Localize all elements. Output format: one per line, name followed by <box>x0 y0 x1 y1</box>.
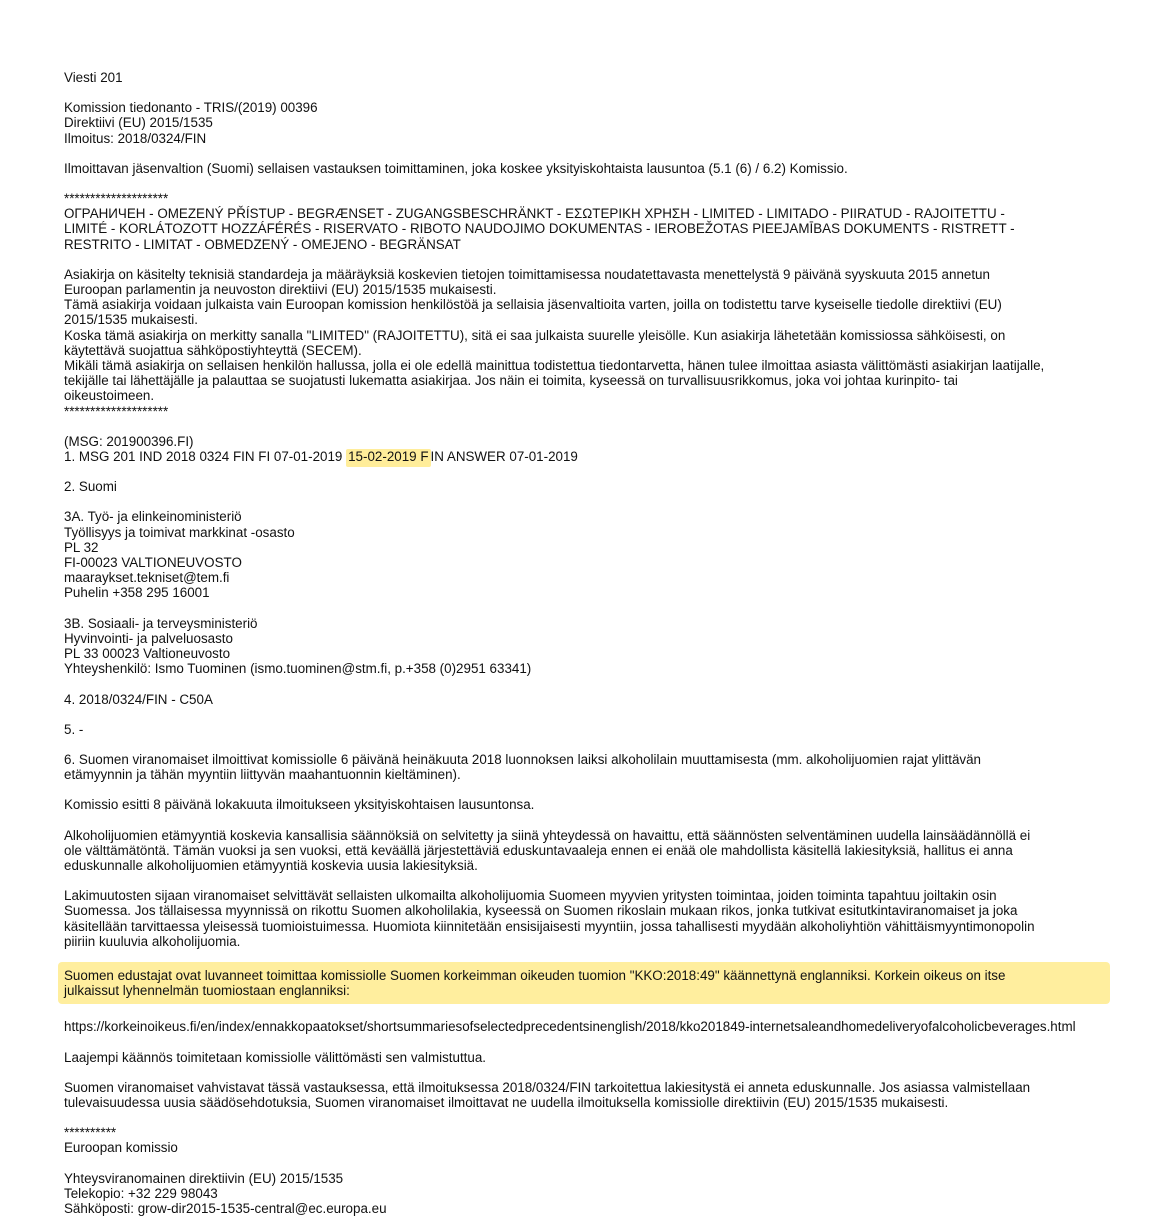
message-number: Viesti 201 <box>64 70 123 85</box>
reference-block <box>64 100 1124 146</box>
msg-line <box>64 449 1124 464</box>
address-3a <box>64 509 1124 600</box>
stars-divider-top: ******************** <box>64 191 169 207</box>
document-page <box>64 70 1124 1216</box>
item-6-line: 6. Suomen viranomaiset ilmoittivat komissiolle 6 päivänä heinäkuuta 2018 luonnoksen laiksi alkoholilain muuttamisesta (mm. alkoholijuomien rajat ylittävän <box>64 751 981 767</box>
phone-line: Puhelin +358 295 16001 <box>64 585 210 601</box>
address-line: Työllisyys ja toimivat markkinat -osasto <box>64 524 295 540</box>
stars-divider-bottom: ******************** <box>64 403 169 419</box>
translation-para <box>64 1050 1124 1065</box>
item-6-line: etämyynnin ja tähän myyntiin liittyvän maahantuonnin kieltäminen). <box>64 767 461 783</box>
item-5 <box>64 722 1124 737</box>
email-link[interactable]: maaraykset.tekniset@tem.fi <box>64 570 230 586</box>
commission-opinion-para <box>64 797 1124 812</box>
intro-block <box>64 161 1124 176</box>
law-line: Lakimuutosten sijaan viranomaiset selvittävät sellaisten ulkomailta alkoholijuomia Suomeen myyvien yritysten toimintaa, joiden toiminta tapahtuu joiltakin osin <box>64 888 997 904</box>
msg-code: (MSG: 201900396.FI) <box>64 433 194 449</box>
limited-line: RESTRITO - LIMITAT - OBMEDZENÝ - OMEJENO - BEGRÄNSAT <box>64 236 461 252</box>
limited-block <box>64 191 1124 252</box>
footer-fax: Telekopio: +32 229 98043 <box>64 1185 218 1201</box>
law-line: käsitellään tarvittaessa yleisessä tuomioistuimessa. Huomiota kiinnitetään ensisijaisesti myyntiin, jossa tahallisesti myydään alkoholiyhtiön vähittäismyyntimonopolin <box>64 918 1035 934</box>
item-5-text: 5. - <box>64 721 84 737</box>
footer-stars: ********** <box>64 1125 117 1141</box>
notice-line: 2015/1535 mukaisesti. <box>64 312 198 328</box>
footer-org <box>64 1125 1124 1155</box>
clarification-line: eduskunnalle alkoholijuomien etämyyntiä koskevia uusia lakiesityksiä. <box>64 857 478 873</box>
commission-opinion-text: Komissio esitti 8 päivänä lokakuuta ilmoitukseen yksityiskohtaisen lausuntonsa. <box>64 797 535 813</box>
msg-block <box>64 434 1124 464</box>
court-url-text[interactable]: https://korkeinoikeus.fi/en/index/ennakkopaatokset/shortsummariesofselectedprecedentsinenglish/2018/kko201849-internetsaleandhomedeliveryofalcoholicbeverages.html <box>64 1019 1076 1035</box>
law-line: piiriin kuuluvia alkoholijuomia. <box>64 933 241 949</box>
address-line: PL 32 <box>64 539 99 555</box>
highlighted-line: julkaissut lyhennelmän tuomiostaan englanniksi: <box>64 983 350 999</box>
footer-contact-line: Yhteysviranomainen direktiivin (EU) 2015/1535 <box>64 1170 344 1186</box>
limited-line: LIMITÉ - KORLÁTOZOTT HOZZÁFÉRÉS - RISERVATO - RIBOTO NAUDOJIMO DOKUMENTAS - IEROBEŽOTAS PIEEJAMĪBAS DOKUMENTS - RISTRETT - <box>64 221 1015 237</box>
item-6 <box>64 752 1124 782</box>
footer-organisation: Euroopan komissio <box>64 1140 178 1156</box>
clarification-line: Alkoholijuomien etämyyntiä koskevia kansallisia säännöksiä on selvitetty ja siinä yhteydessä on havaittu, että säännösten selventäminen uudella lainsäädännöllä ei <box>64 827 1031 843</box>
notice-line: käytettävä suojattua sähköpostiyhteyttä (SECEM). <box>64 342 362 358</box>
address-line: 3A. Työ- ja elinkeinoministeriö <box>64 509 242 525</box>
clarification-para <box>64 828 1124 874</box>
address-line: 3B. Sosiaali- ja terveysministeriö <box>64 615 258 631</box>
highlighted-line: Suomen edustajat ovat luvanneet toimittaa komissiolle Suomen korkeimman oikeuden tuomion "KKO:2018:49" käännettynä englanniksi. Korkein oikeus on itse <box>64 967 1006 983</box>
item-4-text: 4. 2018/0324/FIN - C50A <box>64 691 213 707</box>
msg-line-start: 1. MSG 201 IND 2018 0324 FIN FI 07-01-2019 <box>64 449 347 465</box>
limited-line: ОГРАНИЧЕН - OMEZENÝ PŘÍSTUP - BEGRÆNSET - ZUGANGSBESCHRÄNKT - ΕΣΩΤΕΡΙΚΗ ΧΡΗΣΗ - LIMITED - LIMITADO - PIIRATUD - RAJOITETTU - <box>64 206 1005 222</box>
notice-line: Asiakirja on käsitelty teknisiä standardeja ja määräyksiä koskevien tietojen toimittamisessa noudatettavasta menettelystä 9 päivänä syyskuuta 2015 annetun <box>64 266 990 282</box>
confirmation-line: tulevaisuudessa uusia säädösehdotuksia, Suomen viranomaiset ilmoittavat ne uudella ilmoituksella komissiolle direktiivin (EU) 2015/1535 mukaisesti. <box>64 1094 949 1110</box>
intro-text: Ilmoittavan jäsenvaltion (Suomi) sellaisen vastauksen toimittaminen, joka koskee yksityiskohtaista lausuntoa (5.1 (6) / 6.2) Komissio. <box>64 160 848 176</box>
directive-reference: Direktiivi (EU) 2015/1535 <box>64 115 213 131</box>
clarification-line: ole välttämätöntä. Tämän vuoksi ja sen vuoksi, että keväällä järjestettäviä eduskuntavaaleja ennen ei enää ole mahdollista käsitellä lakiesityksiä, hallitus ei anna <box>64 842 1013 858</box>
court-url[interactable] <box>64 1019 1124 1034</box>
message-title-block <box>64 70 1124 85</box>
address-3b <box>64 616 1124 677</box>
confidentiality-notice <box>64 267 1124 419</box>
notice-line: Euroopan parlamentin ja neuvoston direktiivi (EU) 2015/1535 mukaisesti. <box>64 282 497 298</box>
notice-line: tekijälle tai lähettäjälle ja palauttaa se suojatusti lukematta asiakirjaa. Jos näin ei toimita, kyseessä on turvallisuusrikkomus, joka voi johtaa kurinpito- tai <box>64 373 958 389</box>
country: 2. Suomi <box>64 479 117 495</box>
msg-line-end: IN ANSWER 07-01-2019 <box>430 449 578 465</box>
address-line: Hyvinvointi- ja palveluosasto <box>64 630 233 646</box>
confirmation-line: Suomen viranomaiset vahvistavat tässä vastauksessa, että ilmoituksessa 2018/0324/FIN tarkoitettua lakiesitystä ei anneta eduskunnalle. Jos asiassa valmistellaan <box>64 1079 1031 1095</box>
confirmation-para <box>64 1080 1124 1110</box>
notice-line: Mikäli tämä asiakirja on sellaisen henkilön hallussa, jolla ei ole edellä mainittua todistettua tiedontarvetta, hänen tulee ilmoittaa asiasta välittömästi asiakirjan laatijalle, <box>64 358 1045 374</box>
law-para <box>64 888 1124 949</box>
item-4 <box>64 692 1124 707</box>
footer-email[interactable]: Sähköposti: grow-dir2015-1535-central@ec.europa.eu <box>64 1200 387 1216</box>
law-line: Suomessa. Jos tällaisessa myynnissä on rikottu Suomen alkoholilakia, kyseessä on Suomen rikoslain mukaan rikos, jonka tutkivat esitutkintaviranomaiset ja joka <box>64 903 1018 919</box>
notice-line: oikeustoimeen. <box>64 388 155 404</box>
address-line: FI-00023 VALTIONEUVOSTO <box>64 555 242 571</box>
footer-contact <box>64 1171 1124 1216</box>
address-line: PL 33 00023 Valtioneuvosto <box>64 646 231 662</box>
highlighted-date: 15-02-2019 F <box>346 449 430 467</box>
contact-person: Yhteyshenkilö: Ismo Tuominen (ismo.tuominen@stm.fi, p.+358 (0)2951 63341) <box>64 661 532 677</box>
highlighted-paragraph <box>58 962 1110 1004</box>
country-block <box>64 479 1124 494</box>
tris-reference: Komission tiedonanto - TRIS/(2019) 00396 <box>64 100 318 116</box>
translation-text: Laajempi käännös toimitetaan komissiolle välittömästi sen valmistuttua. <box>64 1049 487 1065</box>
notice-line: Koska tämä asiakirja on merkitty sanalla "LIMITED" (RAJOITETTU), sitä ei saa julkaista suurelle yleisölle. Kun asiakirja lähetetään komissiossa sähköisesti, on <box>64 327 1006 343</box>
notification-reference: Ilmoitus: 2018/0324/FIN <box>64 130 207 146</box>
notice-line: Tämä asiakirja voidaan julkaista vain Euroopan komission henkilöstöä ja sellaisia jäsenvaltioita varten, joilla on todistettu tarve kyseiselle tiedolle direktiivi (EU) <box>64 297 1002 313</box>
